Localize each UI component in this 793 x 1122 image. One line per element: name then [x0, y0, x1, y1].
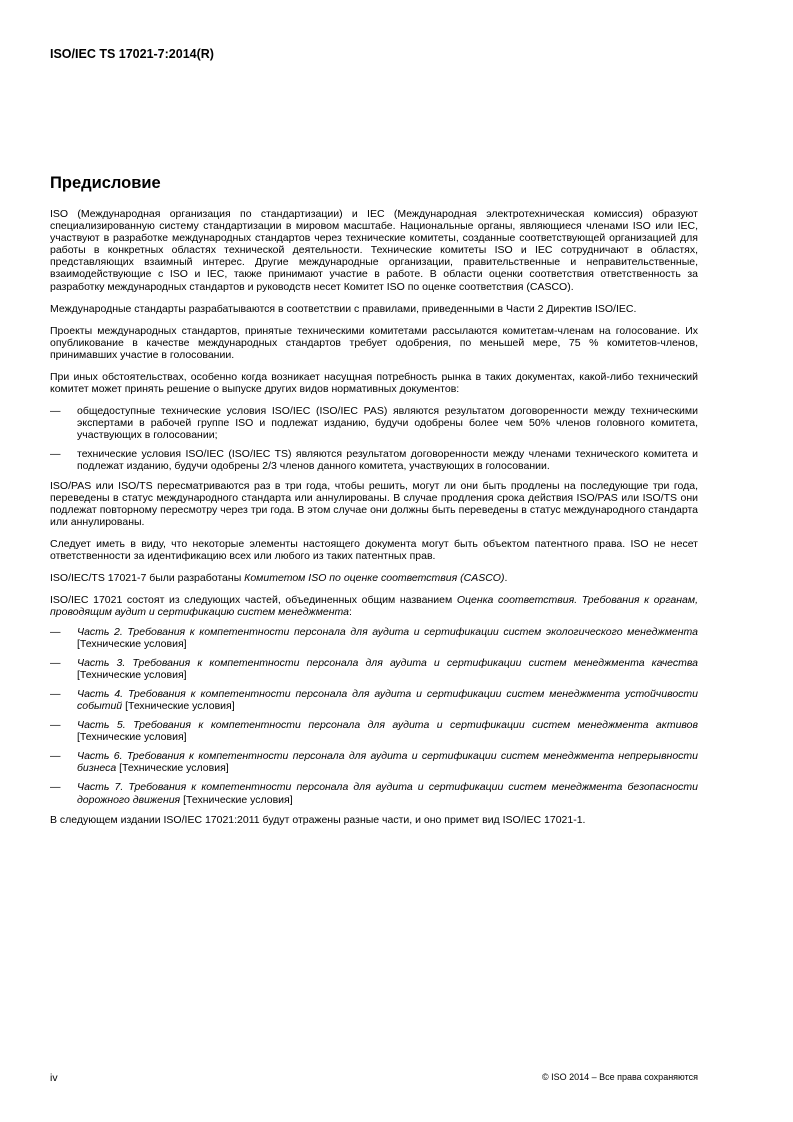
series-title: Оценка соответствия. Требования к органам, проводящим аудит и сертификацию систем менеджмента: [50, 594, 699, 619]
dash-marker: —: [50, 750, 61, 763]
dash-marker: —: [50, 656, 61, 669]
developed-by-prefix: ISO/IEC/TS 17021-7 были разработаны: [50, 572, 245, 585]
part-item: [50, 781, 698, 805]
dash-marker: —: [50, 687, 61, 700]
parts-intro-suffix: :: [349, 606, 352, 619]
parts-list: [50, 626, 698, 806]
list-item-text: технические условия ISO/IEC (ISO/IEC TS) являются результатом договоренности между членами технического комитета и подлежат изданию, будучи одобрены 2/3 членов данного комитета, участвующих в голосовании.: [77, 447, 698, 472]
dash-marker: —: [50, 405, 61, 418]
copyright-notice: © ISO 2014 – Все права сохраняются: [541, 1072, 698, 1082]
document-id: ISO/IEC TS 17021-7:2014(R): [50, 47, 214, 61]
dash-marker: —: [50, 781, 61, 794]
part-title: Часть 2. Требования к компетентности персонала для аудита и сертификации систем экологического менеджмента: [77, 625, 698, 638]
paragraph-directives: Международные стандарты разрабатываются в соответствии с правилами, приведенными в Части 2 Директив ISO/IEC.: [50, 302, 637, 315]
parts-intro-prefix: ISO/IEC 17021 состоят из следующих частей, объединенных общим названием: [50, 594, 457, 607]
document-types-list: [50, 405, 698, 471]
list-item: [50, 448, 698, 472]
committee-name: Комитетом ISO по оценке соответствия (CASCO): [244, 572, 505, 585]
part-title: Часть 7. Требования к компетентности персонала для аудита и сертификации систем менеджмента безопасности дорожного движения: [77, 781, 698, 806]
paragraph-drafts-voting: Проекты международных стандартов, принятые техническими комитетами рассылаются комитетам-членам на голосование. Их опубликование в качестве международных стандартов требует одобрения, по меньшей мере, 75 % комитетов-членов, принимавших участие в голосовании.: [50, 324, 698, 361]
developed-by-suffix: .: [504, 572, 508, 585]
part-item: [50, 750, 698, 774]
paragraph-iso-iec-intro: ISO (Международная организация по стандартизации) и IEC (Международная электротехническая комиссия) образуют специализированную систему стандартизации в мировом масштабе. Национальные органы, являющиеся членами ISO или IEC, участвуют в разработке международных стандартов через технические комитеты, созданные соответствующей организацией для работы в конкретных областях технической деятельности. Технические комитеты ISO и IEC сотрудничают в областях, представляющих взаимный интерес. Другие международные организации, правительственные и неправительственные, взаимодействующие с ISO и IEC, также принимают участие в работе. В области оценки соответствия ответственность за разработку международных стандартов и руководств несет Комитет ISO по оценке соответствия (CASCO).: [50, 208, 698, 293]
list-item-text: общедоступные технические условия ISO/IEC (ISO/IEC PAS) являются результатом договоренности между техническими экспертами в рабочей группе ISO и подлежат изданию, будучи одобрены более чем 50% членов головного комитета, участвующих в голосовании;: [77, 405, 698, 442]
part-item: [50, 626, 698, 650]
paragraph-other-documents: При иных обстоятельствах, особенно когда возникает насущная потребность рынка в таких документах, какой-либо технический комитет может принять решение о выпуске других видов нормативных документов:: [50, 371, 698, 396]
page-number: iv: [50, 1072, 58, 1084]
part-note: [Технические условия]: [116, 762, 229, 775]
paragraph-next-edition: В следующем издании ISO/IEC 17021:2011 будут отражены разные части, и оно примет вид ISO/IEC 17021-1.: [50, 813, 586, 826]
part-note: [Технические условия]: [77, 731, 187, 744]
part-title: Часть 4. Требования к компетентности персонала для аудита и сертификации систем менеджмента устойчивости событий: [77, 687, 698, 712]
part-title: Часть 5. Требования к компетентности персонала для аудита и сертификации систем менеджмента активов: [77, 719, 698, 732]
dash-marker: —: [50, 625, 61, 638]
paragraph-parts-intro: [50, 594, 698, 618]
part-title: Часть 6. Требования к компетентности персонала для аудита и сертификации систем менеджмента непрерывности бизнеса: [77, 750, 698, 775]
section-title: Предисловие: [50, 174, 161, 192]
part-note: [Технические условия]: [122, 700, 235, 712]
paragraph-patents: Следует иметь в виду, что некоторые элементы настоящего документа могут быть объектом патентного права. ISO не несет ответственности за идентификацию всех или любого из таких патентных прав.: [50, 538, 698, 563]
paragraph-review: ISO/PAS или ISO/TS пересматриваются раз в три года, чтобы решить, могут ли они быть продлены на последующие три года, переведены в статус международного стандарта или аннулированы. В случае продления срока действия ISO/PAS или ISO/TS они подлежат повторному пересмотру через три года. В этом случае они должны быть переведены в статус международного стандарта или аннулированы.: [50, 479, 698, 528]
part-item: [50, 688, 698, 712]
part-note: [Технические условия]: [180, 793, 293, 806]
list-item: [50, 405, 698, 441]
part-note: [Технические условия]: [77, 637, 187, 650]
part-note: [Технические условия]: [77, 668, 187, 681]
part-item: [50, 657, 698, 681]
dash-marker: —: [50, 447, 61, 460]
paragraph-developed-by: [50, 572, 698, 584]
part-title: Часть 3. Требования к компетентности персонала для аудита и сертификации систем менеджмента качества: [77, 656, 698, 669]
part-item: [50, 719, 698, 743]
dash-marker: —: [50, 719, 61, 732]
foreword-section: [50, 174, 698, 836]
